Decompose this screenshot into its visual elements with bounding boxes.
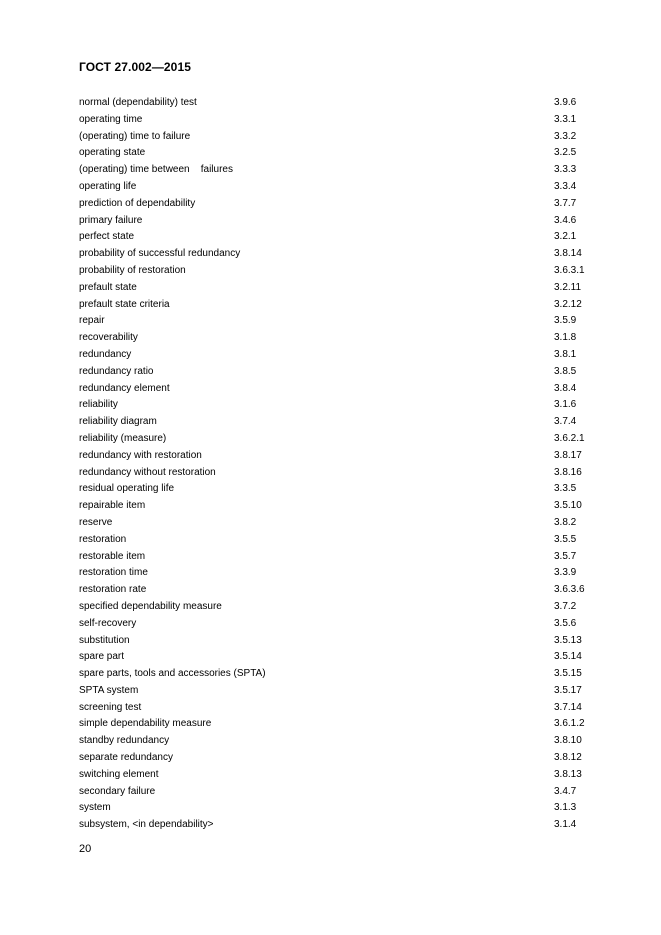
index-ref: 3.6.1.2	[554, 718, 585, 730]
index-term: reserve	[79, 516, 113, 528]
index-term: restoration	[79, 533, 127, 545]
index-term: reliability diagram	[79, 416, 157, 428]
index-ref: 3.9.6	[554, 97, 577, 108]
index-term: separate redundancy	[79, 752, 173, 764]
index-ref: 3.5.7	[554, 550, 577, 562]
index-entry	[79, 498, 599, 515]
index-entry	[79, 800, 599, 817]
index-entry	[79, 515, 599, 532]
index-term: repairable item	[79, 500, 146, 512]
index-entry	[79, 616, 599, 633]
index-ref: 3.7.2	[554, 600, 577, 612]
index-entry	[79, 145, 599, 162]
index-term: specified dependability measure	[79, 600, 222, 612]
index-ref: 3.7.4	[554, 416, 577, 428]
index-term: redundancy with restoration	[79, 449, 202, 461]
index-entry	[79, 280, 599, 297]
index-ref: 3.8.13	[554, 768, 582, 780]
index-ref: 3.5.6	[554, 617, 577, 629]
index-ref: 3.8.1	[554, 348, 577, 360]
index-entry	[79, 129, 599, 146]
index-entry	[79, 263, 599, 280]
index-term: switching element	[79, 768, 159, 780]
index-entry	[79, 700, 599, 717]
index-ref: 3.5.10	[554, 500, 582, 512]
index-entry	[79, 297, 599, 314]
index-ref: 3.8.10	[554, 735, 582, 747]
index-ref: 3.8.4	[554, 382, 577, 394]
index-entry	[79, 347, 599, 364]
index-term: prefault state	[79, 281, 137, 293]
index-entry	[79, 179, 599, 196]
index-entry	[79, 313, 599, 330]
index-term: restoration time	[79, 567, 148, 579]
index-term: prediction of dependability	[79, 197, 196, 209]
index-entry	[79, 649, 599, 666]
index-entry	[79, 381, 599, 398]
index-entry	[79, 549, 599, 566]
index-term: spare part	[79, 651, 125, 663]
index-term: operating state	[79, 147, 146, 159]
index-term: system	[79, 802, 111, 814]
index-term: probability of successful redundancy	[79, 248, 241, 260]
index-term: (operating) time to failure	[79, 130, 191, 142]
index-term: subsystem, <in dependability>	[79, 819, 214, 831]
index-term: screening test	[79, 701, 142, 713]
index-ref: 3.2.1	[554, 231, 577, 243]
index-term: restoration rate	[79, 584, 147, 596]
index-entry	[79, 633, 599, 650]
index-entry	[79, 817, 599, 834]
index-term: standby redundancy	[79, 735, 170, 747]
index-ref: 3.5.9	[554, 315, 577, 327]
document-header: ГОСТ 27.002—2015	[79, 60, 192, 74]
index-term: perfect state	[79, 231, 135, 243]
index-ref: 3.1.3	[554, 802, 577, 814]
index-entry	[79, 481, 599, 498]
index-term: substitution	[79, 634, 130, 646]
index-term: restorable item	[79, 550, 146, 562]
index-term: recoverability	[79, 332, 138, 344]
index-entry	[79, 750, 599, 767]
index-ref: 3.8.12	[554, 752, 582, 764]
index-entry	[79, 532, 599, 549]
index-entry	[79, 683, 599, 700]
index-entry	[79, 767, 599, 784]
index-term: redundancy	[79, 348, 132, 360]
index-ref: 3.6.2.1	[554, 432, 585, 444]
index-ref: 3.1.4	[554, 819, 577, 831]
index-term: secondary failure	[79, 785, 156, 797]
index-ref: 3.5.15	[554, 668, 582, 680]
index-entry	[79, 213, 599, 230]
index-entry	[79, 364, 599, 381]
index-term: repair	[79, 315, 105, 327]
index-entry	[79, 465, 599, 482]
index-entry	[79, 414, 599, 431]
index-ref: 3.3.1	[554, 113, 577, 125]
index-ref: 3.2.12	[554, 298, 582, 310]
index-ref: 3.7.14	[554, 701, 582, 713]
index-entry	[79, 448, 599, 465]
index-ref: 3.8.2	[554, 516, 577, 528]
index-term: normal (dependability) test	[79, 97, 197, 108]
index-term: SPTA system	[79, 684, 139, 696]
index-term: redundancy ratio	[79, 365, 154, 377]
index-term: redundancy element	[79, 382, 170, 394]
index-ref: 3.2.5	[554, 147, 577, 159]
index-ref: 3.3.9	[554, 567, 577, 579]
index-term: reliability (measure)	[79, 432, 167, 444]
index-entry	[79, 599, 599, 616]
index-term: self-recovery	[79, 617, 137, 629]
index-term: operating time	[79, 113, 143, 125]
index-ref: 3.6.3.1	[554, 264, 585, 276]
index-entry	[79, 565, 599, 582]
index-ref: 3.8.17	[554, 449, 582, 461]
index-term: (operating) time between failures	[79, 164, 233, 176]
index-term: probability of restoration	[79, 264, 186, 276]
index-ref: 3.3.5	[554, 483, 577, 495]
index-ref: 3.3.4	[554, 180, 577, 192]
index-ref: 3.5.17	[554, 684, 582, 696]
index-ref: 3.8.14	[554, 248, 582, 260]
index-term: prefault state criteria	[79, 298, 170, 310]
page-number: 20	[79, 843, 92, 855]
index-entry	[79, 716, 599, 733]
index-entry	[79, 95, 599, 112]
index-ref: 3.4.7	[554, 785, 577, 797]
index-term: operating life	[79, 180, 137, 192]
index-entry	[79, 112, 599, 129]
index-ref: 3.5.14	[554, 651, 582, 663]
index-entry	[79, 196, 599, 213]
index-ref: 3.8.5	[554, 365, 577, 377]
index-entry	[79, 330, 599, 347]
index-term: residual operating life	[79, 483, 175, 495]
index-entry	[79, 666, 599, 683]
index-term: primary failure	[79, 214, 143, 226]
index-term: simple dependability measure	[79, 718, 212, 730]
index-term: reliability	[79, 399, 118, 411]
index-ref: 3.8.16	[554, 466, 582, 478]
index-ref: 3.7.7	[554, 197, 577, 209]
index-entry	[79, 784, 599, 801]
index-ref: 3.3.3	[554, 164, 577, 176]
index-term: redundancy without restoration	[79, 466, 216, 478]
index-entry	[79, 246, 599, 263]
index-entry	[79, 397, 599, 414]
index-ref: 3.5.13	[554, 634, 582, 646]
index-entry	[79, 162, 599, 179]
index-ref: 3.6.3.6	[554, 584, 585, 596]
index-ref: 3.1.8	[554, 332, 577, 344]
index-entry	[79, 431, 599, 448]
term-index-list	[79, 95, 599, 834]
index-ref: 3.1.6	[554, 399, 577, 411]
index-entry	[79, 733, 599, 750]
index-ref: 3.4.6	[554, 214, 577, 226]
index-term: spare parts, tools and accessories (SPTA)	[79, 668, 266, 680]
index-entry	[79, 582, 599, 599]
index-ref: 3.5.5	[554, 533, 577, 545]
index-ref: 3.3.2	[554, 130, 577, 142]
index-ref: 3.2.11	[554, 281, 582, 293]
index-entry	[79, 229, 599, 246]
